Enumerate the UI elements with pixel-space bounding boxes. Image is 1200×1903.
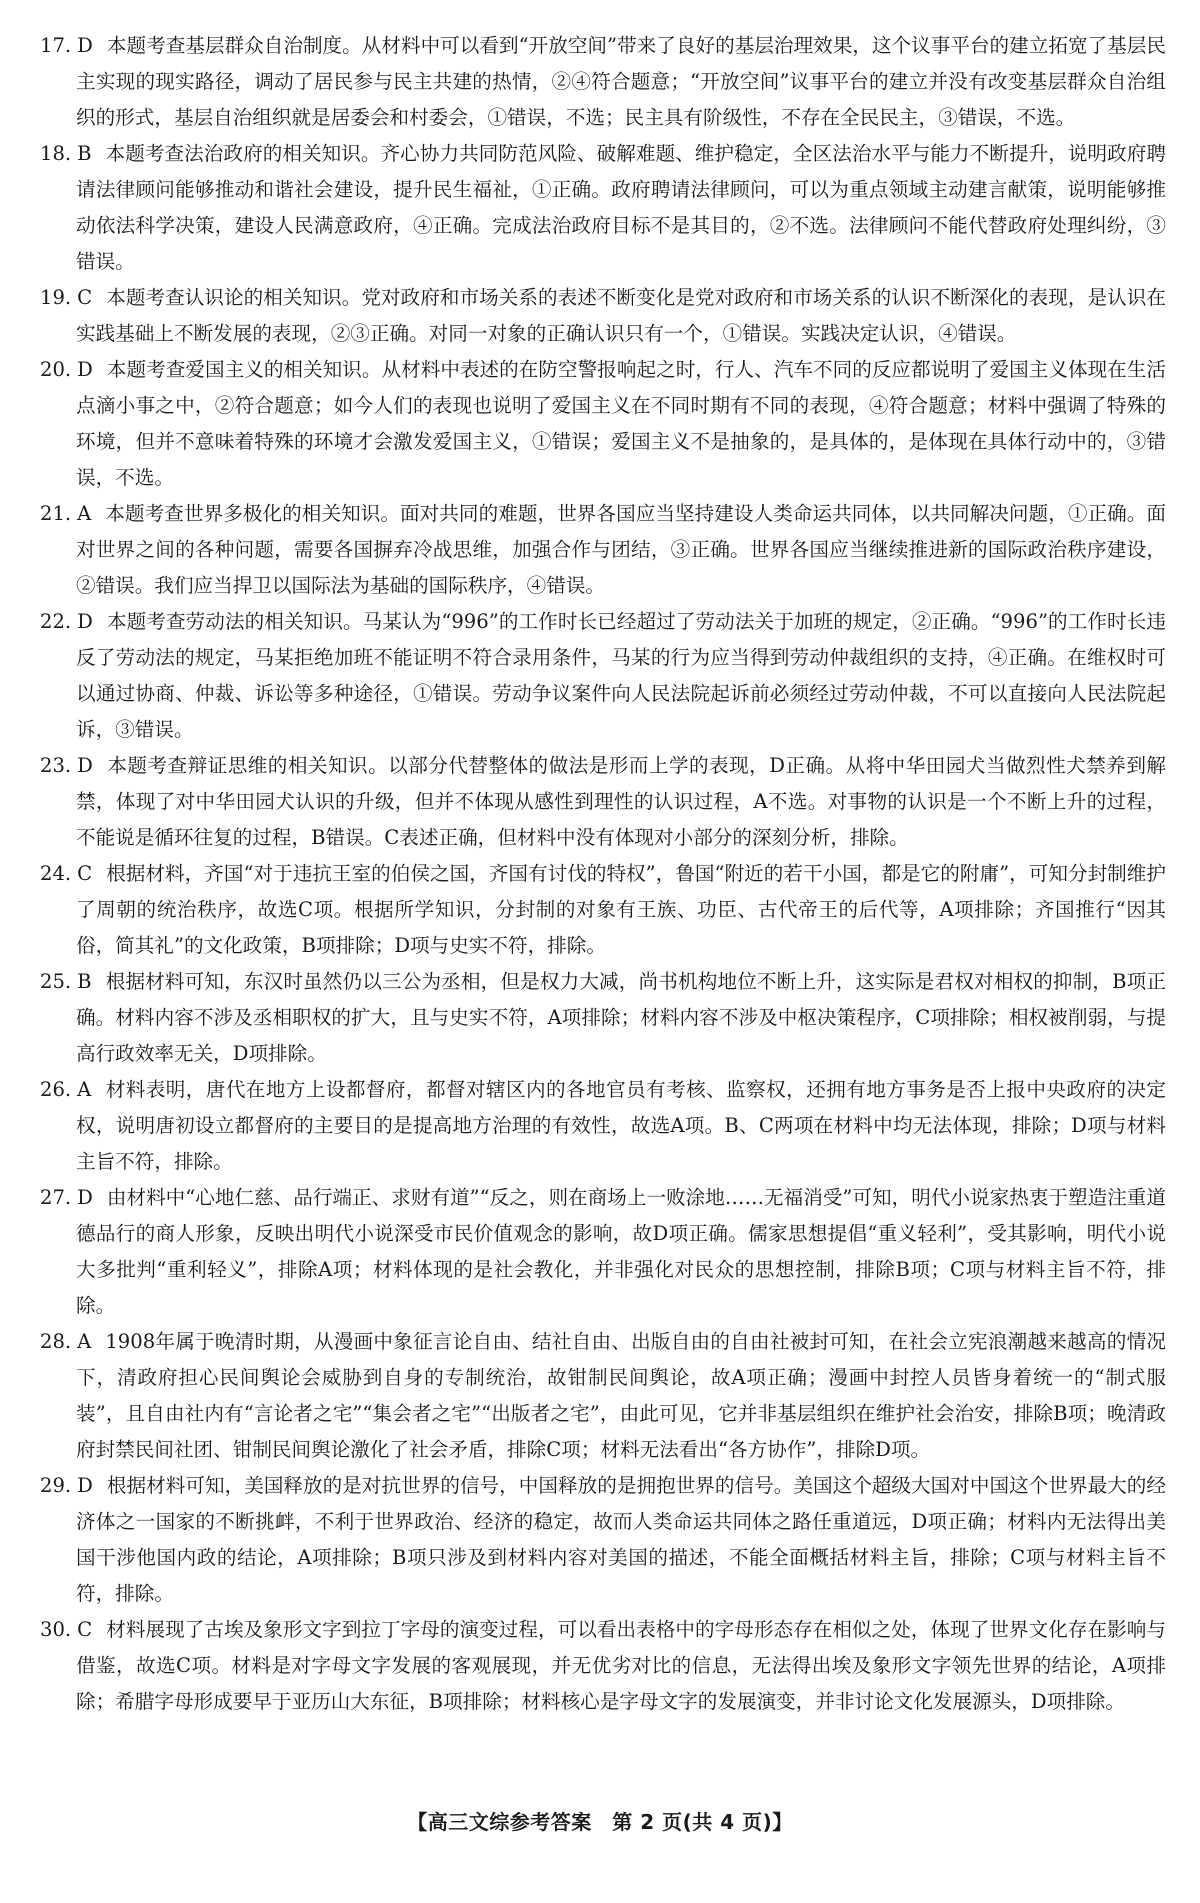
answer-explanation: 材料展现了古埃及象形文字到拉丁字母的演变过程，可以看出表格中的字母形态存在相似之处，体现了世界文化存在影响与借鉴，故选C项。材料是对字母文字发展的客观展现，并无优劣对比的信息，无法得出埃及象形文字领先世界的结论，A项排除；希腊字母形成要早于亚历山大东征，B项排除；材料核心是字母文字的发展演变，并非讨论文化发展源头，D项排除。 [76, 1618, 1166, 1713]
question-number: 22. [40, 610, 72, 633]
answer-item [40, 1324, 1166, 1468]
answer-item [40, 496, 1166, 604]
answer-key: A [77, 502, 92, 525]
answer-key: D [77, 754, 93, 777]
page-footer: 【高三文综参考答案 第 2 页(共 4 页)】 [407, 1810, 793, 1834]
question-number: 30. [40, 1618, 72, 1641]
answer-key: B [77, 970, 92, 993]
answer-explanation: 本题考查劳动法的相关知识。马某认为“996”的工作时长已经超过了劳动法关于加班的规定，②正确。“996”的工作时长违反了劳动法的规定，马某拒绝加班不能证明不符合录用条件，马某的行为应当得到劳动仲裁组织的支持，④正确。在维权时可以通过协商、仲裁、诉讼等多种途径，①错误。劳动争议案件向人民法院起诉前必须经过劳动仲裁，不可以直接向人民法院起诉，③错误。 [76, 610, 1166, 741]
answer-item [40, 748, 1166, 856]
answer-key: D [77, 610, 93, 633]
answer-item [40, 1612, 1166, 1720]
question-number: 28. [40, 1330, 72, 1353]
answer-explanation: 本题考查基层群众自治制度。从材料中可以看到“开放空间”带来了良好的基层治理效果，这个议事平台的建立拓宽了基层民主实现的现实路径，调动了居民参与民主共建的热情，②④符合题意；“开放空间”议事平台的建立并没有改变基层群众自治组织的形式，基层自治组织就是居委会和村委会，①错误，不选；民主具有阶级性，不存在全民民主，③错误，不选。 [76, 34, 1166, 129]
answer-explanation: 根据材料可知，东汉时虽然仍以三公为丞相，但是权力大减，尚书机构地位不断上升，这实际是君权对相权的抑制，B项正确。材料内容不涉及丞相职权的扩大，且与史实不符，A项排除；材料内容不涉及中枢决策程序，C项排除；相权被削弱，与提高行政效率无关，D项排除。 [76, 970, 1166, 1065]
answer-key: D [77, 1186, 93, 1209]
answer-key: C [77, 862, 93, 885]
question-number: 18. [40, 142, 72, 165]
answer-explanation: 材料表明，唐代在地方上设都督府，都督对辖区内的各地官员有考核、监察权，还拥有地方事务是否上报中央政府的决定权，说明唐初设立都督府的主要目的是提高地方治理的有效性，故选A项。B、C两项在材料中均无法体现，排除；D项与材料主旨不符，排除。 [76, 1078, 1166, 1173]
answer-key: C [77, 286, 93, 309]
answer-key: D [77, 34, 93, 57]
answer-item [40, 604, 1166, 748]
answer-explanation: 本题考查爱国主义的相关知识。从材料中表述的在防空警报响起之时，行人、汽车不同的反应都说明了爱国主义体现在生活点滴小事之中，②符合题意；如今人们的表现也说明了爱国主义在不同时期有不同的表现，④符合题意；材料中强调了特殊的环境，但并不意味着特殊的环境才会激发爱国主义，①错误；爱国主义不是抽象的，是具体的，是体现在具体行动中的，③错误，不选。 [76, 358, 1166, 489]
answer-explanation: 1908年属于晚清时期，从漫画中象征言论自由、结社自由、出版自由的自由社被封可知，在社会立宪浪潮越来越高的情况下，清政府担心民间舆论会威胁到自身的专制统治，故钳制民间舆论，故A项正确；漫画中封控人员皆身着统一的“制式服装”，且自由社内有“言论者之宅”“集会者之宅”“出版者之宅”，由此可见，它并非基层组织在维护社会治安，排除B项；晚清政府封禁民间社团、钳制民间舆论激化了社会矛盾，排除C项；材料无法看出“各方协作”，排除D项。 [76, 1330, 1166, 1461]
question-number: 24. [40, 862, 72, 885]
question-number: 19. [40, 286, 72, 309]
answer-key: A [77, 1078, 92, 1101]
question-number: 20. [40, 358, 72, 381]
question-number: 21. [40, 502, 72, 525]
answer-key: A [77, 1330, 92, 1353]
answer-item [40, 964, 1166, 1072]
question-number: 17. [40, 34, 72, 57]
answer-key: D [77, 358, 93, 381]
answer-explanation: 本题考查认识论的相关知识。党对政府和市场关系的表述不断变化是党对政府和市场关系的认识不断深化的表现，是认识在实践基础上不断发展的表现，②③正确。对同一对象的正确认识只有一个，①错误。实践决定认识，④错误。 [76, 286, 1166, 345]
answer-explanation: 根据材料可知，美国释放的是对抗世界的信号，中国释放的是拥抱世界的信号。美国这个超级大国对中国这个世界最大的经济体之一国家的不断挑衅，不利于世界政治、经济的稳定，故而人类命运共同体之路任重道远，D项正确；材料内无法得出美国干涉他国内政的结论，A项排除；B项只涉及到材料内容对美国的描述，不能全面概括材料主旨，排除；C项与材料主旨不符，排除。 [76, 1474, 1166, 1605]
answer-list [40, 28, 1166, 1720]
answer-key: C [77, 1618, 93, 1641]
answer-explanation: 本题考查世界多极化的相关知识。面对共同的难题，世界各国应当坚持建设人类命运共同体，以共同解决问题，①正确。面对世界之间的各种问题，需要各国摒弃冷战思维，加强合作与团结，③正确。世界各国应当继续推进新的国际政治秩序建设，②错误。我们应当捍卫以国际法为基础的国际秩序，④错误。 [76, 502, 1166, 597]
answer-explanation: 由材料中“心地仁慈、品行端正、求财有道”“反之，则在商场上一败涂地……无福消受”可知，明代小说家热衷于塑造注重道德品行的商人形象，反映出明代小说深受市民价值观念的影响，故D项正确。儒家思想提倡“重义轻利”，受其影响，明代小说大多批判“重利轻义”，排除A项；材料体现的是社会教化，并非强化对民众的思想控制，排除B项；C项与材料主旨不符，排除。 [76, 1186, 1166, 1317]
answer-explanation: 根据材料，齐国“对于违抗王室的伯侯之国，齐国有讨伐的特权”，鲁国“附近的若干小国，都是它的附庸”，可知分封制维护了周朝的统治秩序，故选C项。根据所学知识，分封制的对象有王族、功臣、古代帝王的后代等，A项排除；齐国推行“因其俗，简其礼”的文化政策，B项排除；D项与史实不符，排除。 [76, 862, 1166, 957]
answer-item [40, 352, 1166, 496]
question-number: 23. [40, 754, 72, 777]
question-number: 25. [40, 970, 72, 993]
answer-item [40, 1468, 1166, 1612]
answer-item [40, 28, 1166, 136]
answer-key: D [77, 1474, 93, 1497]
answer-item [40, 1072, 1166, 1180]
answer-item [40, 136, 1166, 280]
answer-item [40, 856, 1166, 964]
question-number: 27. [40, 1186, 72, 1209]
answer-explanation: 本题考查辩证思维的相关知识。以部分代替整体的做法是形而上学的表现，D正确。从将中华田园犬当做烈性犬禁养到解禁，体现了对中华田园犬认识的升级，但并不体现从感性到理性的认识过程，A不选。对事物的认识是一个不断上升的过程，不能说是循环往复的过程，B错误。C表述正确，但材料中没有体现对小部分的深刻分析，排除。 [76, 754, 1166, 849]
answer-item [40, 280, 1166, 352]
question-number: 29. [40, 1474, 72, 1497]
question-number: 26. [40, 1078, 72, 1101]
answer-item [40, 1180, 1166, 1324]
answer-key: B [77, 142, 92, 165]
answer-explanation: 本题考查法治政府的相关知识。齐心协力共同防范风险、破解难题、维护稳定，全区法治水平与能力不断提升，说明政府聘请法律顾问能够推动和谐社会建设，提升民生福祉，①正确。政府聘请法律顾问，可以为重点领域主动建言献策，说明能够推动依法科学决策，建设人民满意政府，④正确。完成法治政府目标不是其目的，②不选。法律顾问不能代替政府处理纠纷，③错误。 [76, 142, 1166, 273]
